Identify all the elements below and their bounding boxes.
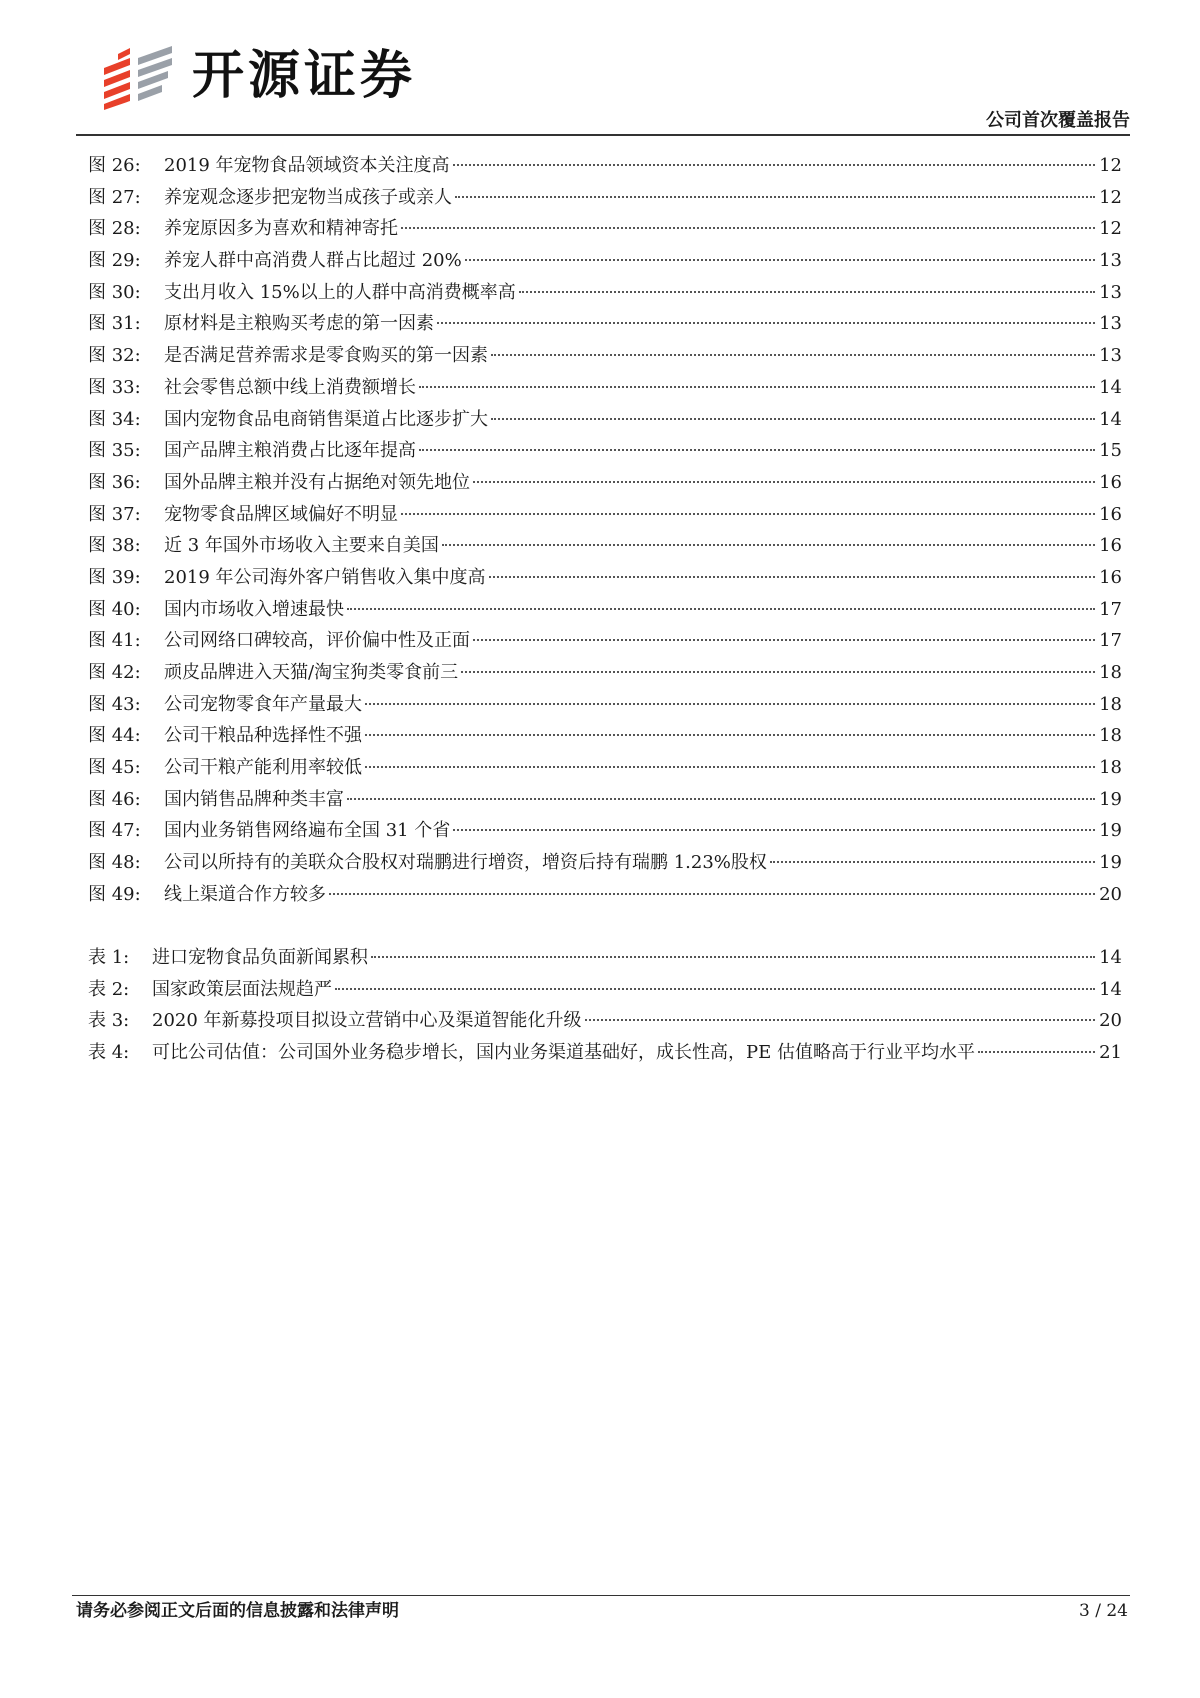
figure-entry-page: 12	[1099, 218, 1122, 240]
dot-leader	[329, 893, 1095, 895]
figure-entry-title: 公司网络口碑较高，评价偏中性及正面	[164, 630, 470, 652]
figure-entry-page: 15	[1099, 440, 1122, 462]
dot-leader	[465, 259, 1095, 261]
figure-entry-label: 图 47:	[88, 820, 141, 842]
figure-entry-title: 是否满足营养需求是零食购买的第一因素	[164, 345, 488, 367]
figure-entry[interactable]	[88, 530, 1122, 562]
figure-entry-page: 13	[1099, 313, 1122, 335]
footer-divider	[72, 1595, 1130, 1596]
figure-entry[interactable]	[88, 594, 1122, 626]
table-entry-page: 14	[1099, 947, 1122, 968]
figure-entry-label: 图 30:	[88, 281, 141, 303]
figure-entry-page: 16	[1099, 471, 1122, 493]
figure-entry-page: 19	[1099, 788, 1122, 810]
table-entry[interactable]	[88, 942, 1122, 974]
figure-entry-label: 图 39:	[88, 566, 141, 588]
table-entry-label: 表 2:	[88, 978, 130, 1000]
figure-entry-label: 图 31:	[88, 313, 141, 335]
figure-entry-title: 国内市场收入增速最快	[164, 598, 344, 620]
figure-entry-label: 图 27:	[88, 186, 141, 208]
dot-leader	[347, 608, 1095, 610]
dot-leader	[978, 1051, 1095, 1053]
page-header	[0, 0, 1200, 140]
figure-entry[interactable]	[88, 340, 1122, 372]
dot-leader	[473, 639, 1095, 641]
dot-leader	[365, 734, 1095, 736]
dot-leader	[437, 322, 1095, 324]
figure-entry-page: 17	[1099, 630, 1122, 652]
figure-entry-label: 图 38:	[88, 535, 141, 557]
dot-leader	[365, 766, 1095, 768]
figure-entry-title: 支出月收入 15%以上的人群中高消费概率高	[164, 281, 516, 303]
figure-entry[interactable]	[88, 625, 1122, 657]
figure-entry[interactable]	[88, 245, 1122, 277]
figure-entry-title: 2019 年公司海外客户销售收入集中度高	[164, 566, 486, 588]
figure-entry[interactable]	[88, 657, 1122, 689]
figure-entry-title: 公司以所持有的美联众合股权对瑞鹏进行增资，增资后持有瑞鹏 1.23%股权	[164, 852, 767, 874]
figure-entry-label: 图 43:	[88, 693, 141, 715]
table-entry-title: 2020 年新募投项目拟设立营销中心及渠道智能化升级	[152, 1010, 582, 1032]
figure-entry-label: 图 42:	[88, 662, 141, 683]
figure-entry-label: 图 44:	[88, 725, 141, 747]
table-entry[interactable]	[88, 1005, 1122, 1037]
dot-leader	[401, 513, 1095, 515]
figure-entry-page: 18	[1099, 693, 1122, 715]
figure-entry-title: 公司干粮产能利用率较低	[164, 757, 362, 779]
header-divider	[76, 134, 1130, 136]
dot-leader	[419, 386, 1095, 388]
figure-entry-title: 养宠人群中高消费人群占比超过 20%	[164, 250, 462, 272]
dot-leader	[335, 988, 1095, 990]
dot-leader	[585, 1019, 1095, 1021]
table-entry-title: 国家政策层面法规趋严	[152, 978, 332, 1000]
figure-entry-page: 13	[1099, 250, 1122, 272]
figure-entry[interactable]	[88, 435, 1122, 467]
table-list	[88, 942, 1122, 1069]
figure-entry-page: 12	[1099, 186, 1122, 208]
dot-leader	[365, 703, 1095, 705]
figure-entry-label: 图 49:	[88, 883, 141, 905]
figure-entry[interactable]	[88, 752, 1122, 784]
table-entry-title: 可比公司估值：公司国外业务稳步增长，国内业务渠道基础好，成长性高，PE 估值略高于行业平均水平	[152, 1042, 975, 1064]
figure-entry[interactable]	[88, 847, 1122, 879]
figure-entry-page: 14	[1099, 408, 1122, 430]
dot-leader	[442, 544, 1095, 546]
table-entry-page: 20	[1099, 1010, 1122, 1032]
figure-entry-label: 图 32:	[88, 345, 141, 367]
figure-entry-page: 18	[1099, 725, 1122, 747]
figure-entry-label: 图 48:	[88, 852, 141, 874]
figure-entry-title: 国产品牌主粮消费占比逐年提高	[164, 440, 416, 462]
figure-entry-page: 19	[1099, 852, 1122, 874]
figure-entry[interactable]	[88, 499, 1122, 531]
figure-entry-title: 国内宠物食品电商销售渠道占比逐步扩大	[164, 408, 488, 430]
dot-leader	[519, 291, 1095, 293]
figure-entry-title: 国内业务销售网络遍布全国 31 个省	[164, 820, 451, 842]
figure-list	[88, 150, 1122, 911]
figure-entry-label: 图 34:	[88, 408, 141, 430]
figure-entry-label: 图 46:	[88, 788, 141, 810]
figure-entry-title: 养宠原因多为喜欢和精神寄托	[164, 218, 398, 240]
report-type: 公司首次覆盖报告	[986, 110, 1130, 131]
figure-entry-title: 养宠观念逐步把宠物当成孩子或亲人	[164, 186, 452, 208]
figure-entry-title: 顽皮品牌进入天猫/淘宝狗类零食前三	[164, 662, 459, 683]
figure-entry-title: 原材料是主粮购买考虑的第一因素	[164, 313, 434, 335]
company-logo-icon	[100, 44, 180, 110]
table-entry-page: 14	[1099, 978, 1122, 1000]
table-entry[interactable]	[88, 1037, 1122, 1069]
figure-entry[interactable]	[88, 784, 1122, 816]
figure-entry[interactable]	[88, 213, 1122, 245]
figure-entry-title: 近 3 年国外市场收入主要来自美国	[164, 535, 439, 557]
dot-leader	[491, 354, 1095, 356]
figure-entry-page: 17	[1099, 598, 1122, 620]
table-entry-label: 表 1:	[88, 947, 130, 968]
figure-entry-page: 16	[1099, 535, 1122, 557]
figure-entry-label: 图 36:	[88, 471, 141, 493]
table-entry-label: 表 4:	[88, 1042, 130, 1064]
figure-entry-page: 16	[1099, 566, 1122, 588]
figure-entry-page: 13	[1099, 281, 1122, 303]
dot-leader	[491, 418, 1095, 420]
figure-entry-label: 图 29:	[88, 250, 141, 272]
figure-entry-page: 18	[1099, 662, 1122, 683]
dot-leader	[453, 829, 1095, 831]
dot-leader	[347, 798, 1095, 800]
figure-entry-page: 19	[1099, 820, 1122, 842]
figure-entry-title: 宠物零食品牌区域偏好不明显	[164, 503, 398, 525]
figure-entry-page: 13	[1099, 345, 1122, 367]
dot-leader	[453, 164, 1095, 166]
figure-entry-title: 线上渠道合作方较多	[164, 883, 326, 905]
figure-entry[interactable]	[88, 308, 1122, 340]
page-number: 3 / 24	[1079, 1601, 1128, 1621]
figure-entry-title: 2019 年宠物食品领域资本关注度高	[164, 155, 450, 176]
dot-leader	[461, 671, 1095, 673]
figure-entry-title: 社会零售总额中线上消费额增长	[164, 376, 416, 398]
figure-entry[interactable]	[88, 150, 1122, 182]
dot-leader	[473, 481, 1095, 483]
dot-leader	[770, 861, 1095, 863]
figure-entry-page: 14	[1099, 376, 1122, 398]
table-entry-page: 21	[1099, 1042, 1122, 1064]
figure-entry[interactable]	[88, 720, 1122, 752]
figure-entry[interactable]	[88, 404, 1122, 436]
figure-entry-title: 国内销售品牌种类丰富	[164, 788, 344, 810]
figure-entry-page: 16	[1099, 503, 1122, 525]
figure-entry[interactable]	[88, 182, 1122, 214]
dot-leader	[401, 227, 1095, 229]
footer-disclaimer: 请务必参阅正文后面的信息披露和法律声明	[76, 1601, 399, 1621]
figure-entry-title: 国外品牌主粮并没有占据绝对领先地位	[164, 471, 470, 493]
figure-entry-page: 20	[1099, 883, 1122, 905]
figure-entry[interactable]	[88, 815, 1122, 847]
figure-entry[interactable]	[88, 879, 1122, 911]
dot-leader	[419, 449, 1095, 451]
dot-leader	[455, 196, 1095, 198]
table-entry[interactable]	[88, 974, 1122, 1006]
figure-entry-page: 18	[1099, 757, 1122, 779]
figure-entry-label: 图 35:	[88, 440, 141, 462]
figure-entry-label: 图 40:	[88, 598, 141, 620]
figure-entry-label: 图 41:	[88, 630, 141, 652]
figure-entry[interactable]	[88, 277, 1122, 309]
table-entry-title: 进口宠物食品负面新闻累积	[152, 947, 368, 968]
brand-name: 开源证券	[192, 46, 417, 106]
figure-entry-label: 图 28:	[88, 218, 141, 240]
figure-entry-label: 图 33:	[88, 376, 141, 398]
figure-entry[interactable]	[88, 689, 1122, 721]
table-entry-label: 表 3:	[88, 1010, 130, 1032]
figure-entry-label: 图 37:	[88, 503, 141, 525]
figure-entry-title: 公司干粮品种选择性不强	[164, 725, 362, 747]
dot-leader	[371, 956, 1095, 958]
figure-entry[interactable]	[88, 562, 1122, 594]
figure-entry-label: 图 26:	[88, 155, 141, 176]
dot-leader	[489, 576, 1095, 578]
figure-entry-label: 图 45:	[88, 757, 141, 779]
figure-entry[interactable]	[88, 467, 1122, 499]
figure-entry-title: 公司宠物零食年产量最大	[164, 693, 362, 715]
figure-entry-page: 12	[1099, 155, 1122, 176]
figure-entry[interactable]	[88, 372, 1122, 404]
